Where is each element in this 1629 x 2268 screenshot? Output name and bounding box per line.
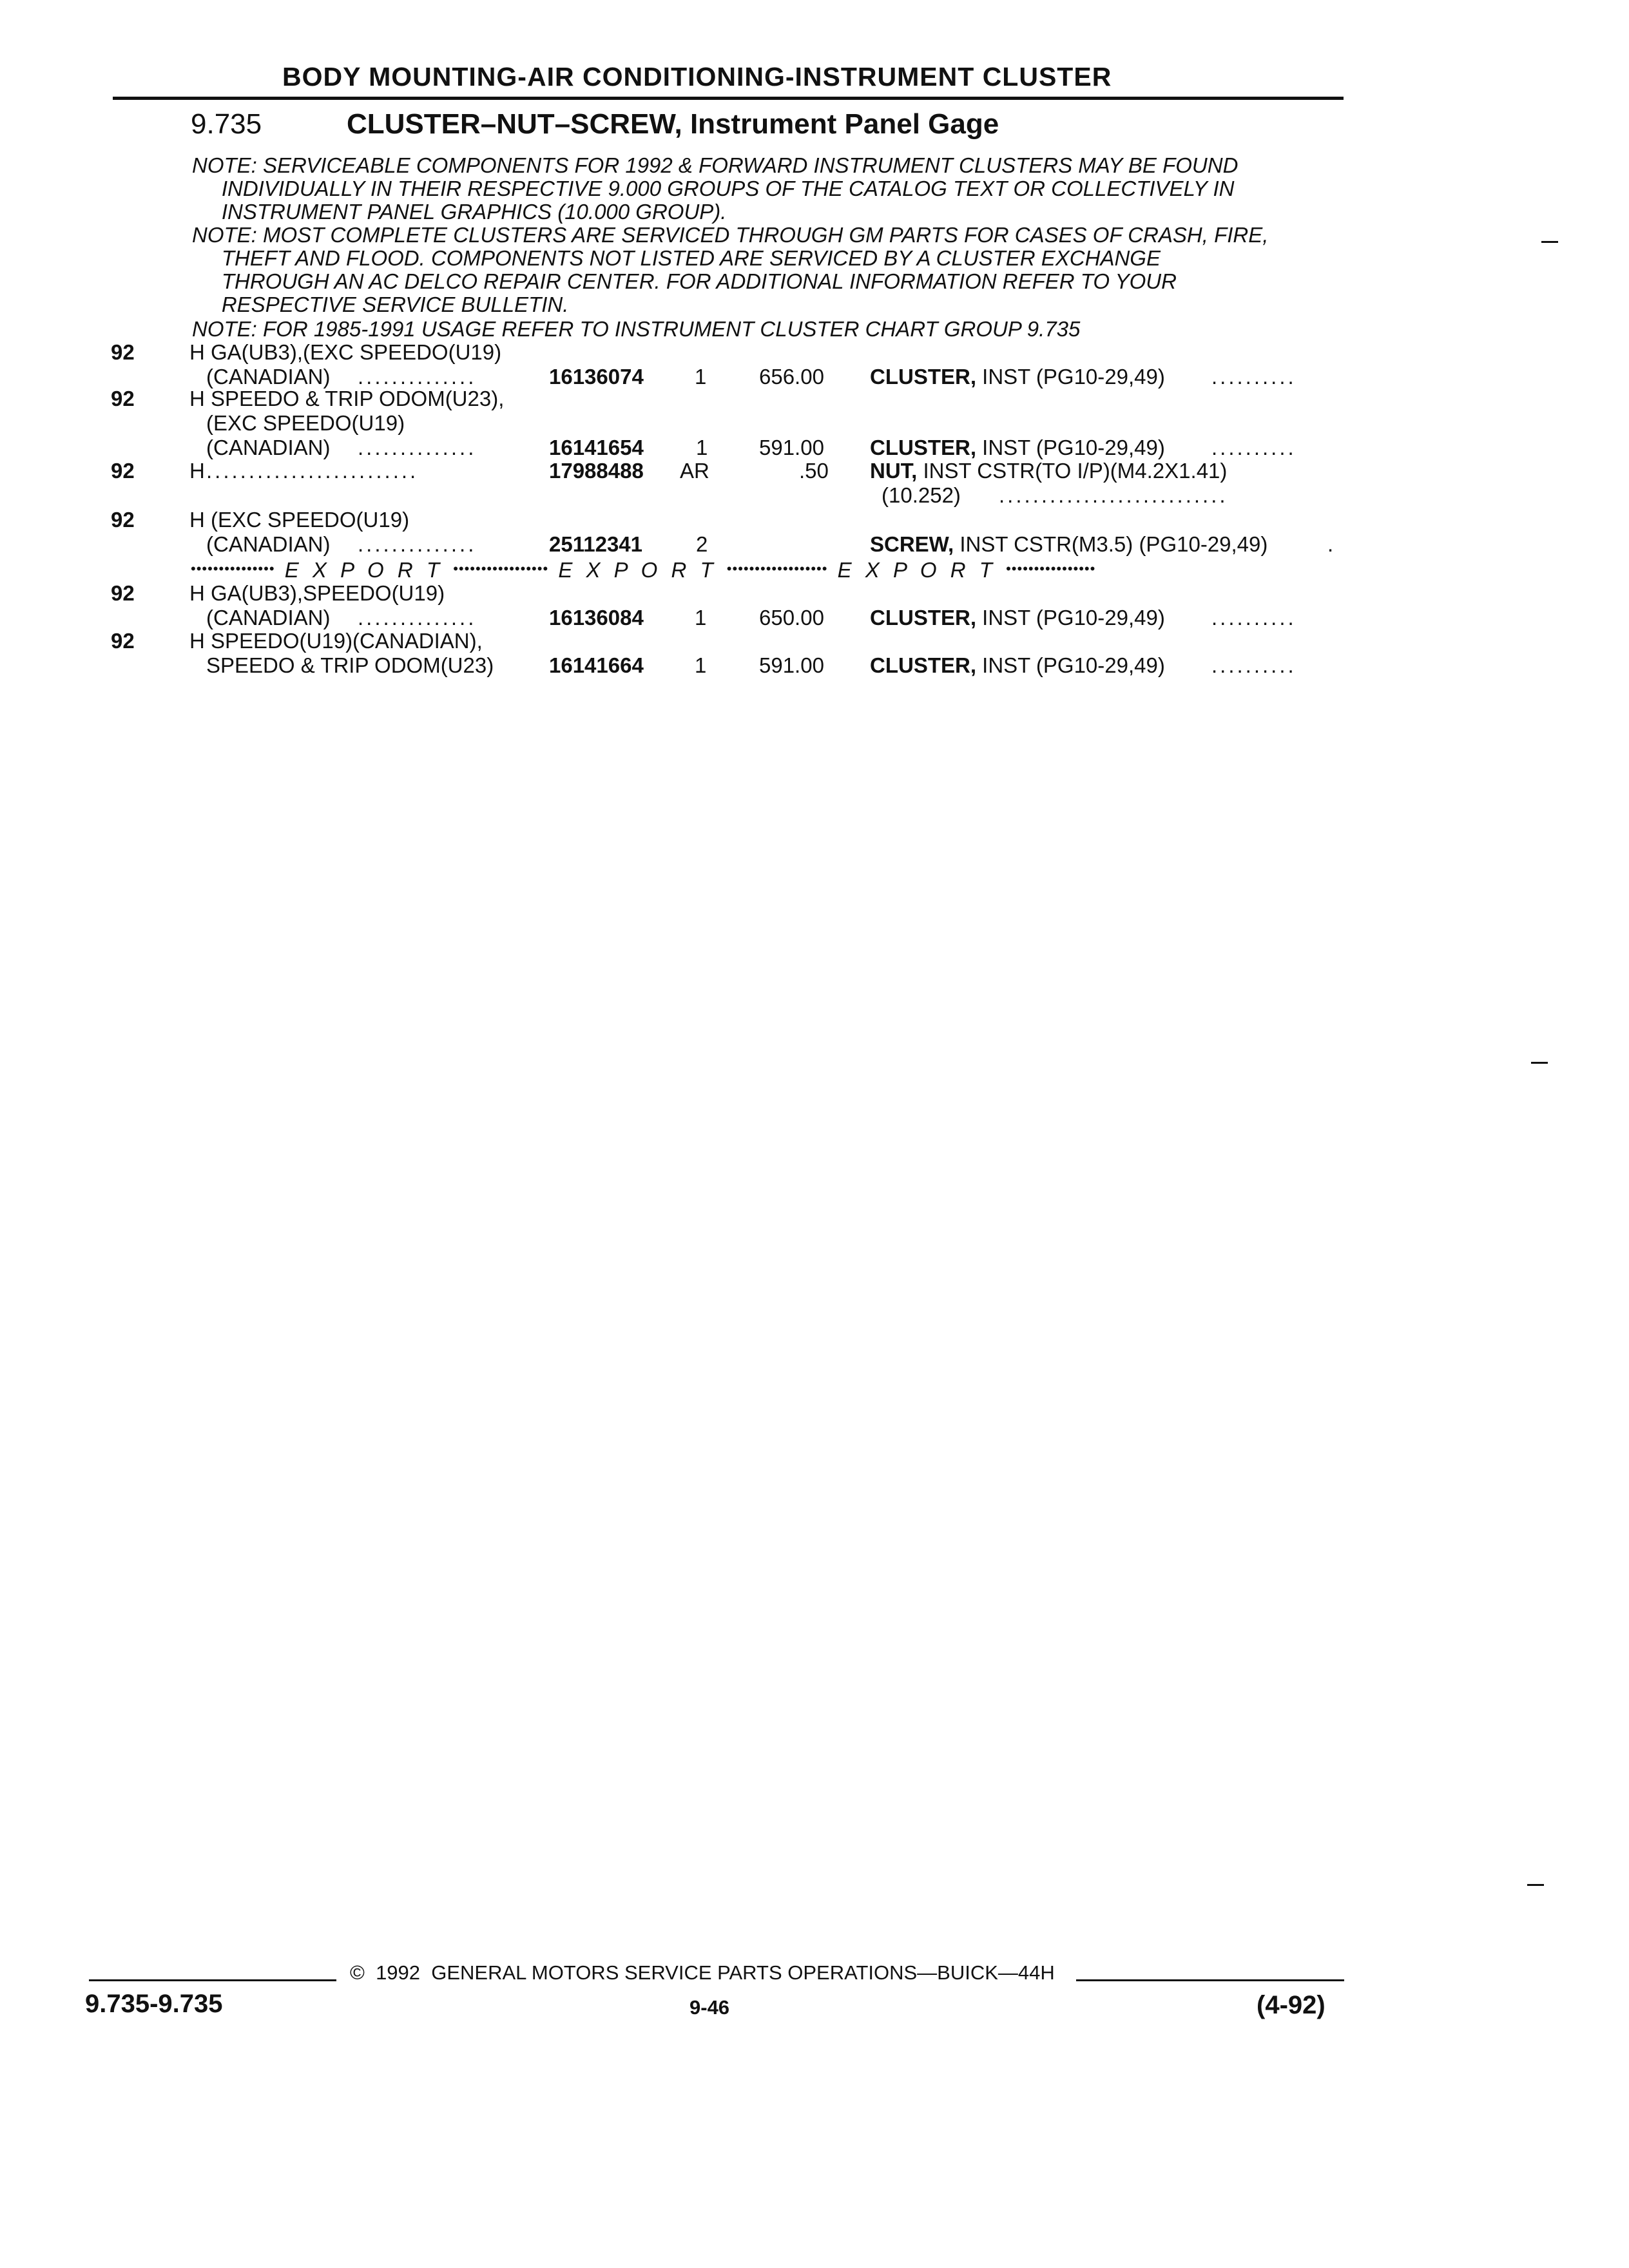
- entry-year: 92: [111, 629, 135, 653]
- margin-mark: [1527, 1884, 1544, 1886]
- quantity: 1: [696, 436, 708, 459]
- entry-usage-cont: (CANADIAN): [206, 436, 331, 459]
- description: NUT, INST CSTR(TO I/P)(M4.2X1.41): [870, 459, 1228, 483]
- entry-year: 92: [111, 340, 135, 364]
- trailing-dots: ..........: [1211, 436, 1296, 459]
- header-rule: [113, 97, 1344, 100]
- entry-usage-cont: (CANADIAN): [206, 532, 331, 556]
- part-number: 16141654: [549, 436, 644, 459]
- description: CLUSTER, INST (PG10-29,49): [870, 365, 1165, 389]
- description: CLUSTER, INST (PG10-29,49): [870, 653, 1165, 677]
- section-subtitle: Instrument Panel Gage: [689, 108, 999, 140]
- footer-page-number: 9-46: [689, 1996, 730, 2019]
- entry-usage: H GA(UB3),SPEEDO(U19): [189, 581, 445, 605]
- footer-rule: [89, 1979, 336, 1981]
- export-divider: ••••••••••••••• E X P O R T ••••••••••••••••• E X P O R T •••••••••••••••••• E X P O R T ••••••••••••••••: [191, 558, 1096, 582]
- entry-usage: H SPEEDO & TRIP ODOM(U23),: [189, 387, 505, 410]
- trailing-dots: ..........: [1211, 606, 1296, 629]
- leader-dots: ..............: [358, 606, 477, 629]
- entry-usage: H SPEEDO(U19)(CANADIAN),: [189, 629, 483, 653]
- entry-year: 92: [111, 459, 135, 483]
- trailing-dots: ...........................: [999, 483, 1228, 507]
- entry-usage-cont: (EXC SPEEDO(U19): [206, 411, 405, 435]
- note-line: THROUGH AN AC DELCO REPAIR CENTER. FOR ADDITIONAL INFORMATION REFER TO YOUR: [192, 269, 1177, 293]
- quantity: 2: [696, 532, 708, 556]
- entry-usage-cont: (CANADIAN): [206, 365, 331, 389]
- part-number: 16141664: [549, 653, 644, 677]
- entry-usage-cont: SPEEDO & TRIP ODOM(U23): [206, 653, 494, 677]
- note-line: NOTE: SERVICEABLE COMPONENTS FOR 1992 & FORWARD INSTRUMENT CLUSTERS MAY BE FOUND: [192, 153, 1239, 177]
- note-line: INSTRUMENT PANEL GRAPHICS (10.000 GROUP).: [192, 200, 727, 224]
- note-line: THEFT AND FLOOD. COMPONENTS NOT LISTED ARE SERVICED BY A CLUSTER EXCHANGE: [192, 246, 1161, 270]
- trailing-dots: ..........: [1211, 653, 1296, 677]
- section-title-main: CLUSTER–NUT–SCREW,: [347, 108, 682, 140]
- entry-usage-cont: (CANADIAN): [206, 606, 331, 629]
- leader-dots: ..............: [358, 365, 477, 389]
- price: 656.00: [759, 365, 824, 389]
- leader-dots: ..............: [358, 436, 477, 459]
- footer-date-code: (4-92): [1257, 1991, 1325, 2019]
- trailing-dots: ..........: [1211, 365, 1296, 389]
- price: 650.00: [759, 606, 824, 629]
- entry-usage: H: [189, 459, 205, 483]
- price: .50: [799, 459, 829, 483]
- leader-dots: ..............: [358, 532, 477, 556]
- note-line: INDIVIDUALLY IN THEIR RESPECTIVE 9.000 GROUPS OF THE CATALOG TEXT OR COLLECTIVELY IN: [192, 177, 1235, 200]
- quantity: 1: [695, 606, 707, 629]
- quantity: 1: [695, 653, 707, 677]
- entry-usage: H GA(UB3),(EXC SPEEDO(U19): [189, 340, 502, 364]
- part-number: 17988488: [549, 459, 644, 483]
- price: 591.00: [759, 436, 824, 459]
- quantity: 1: [695, 365, 707, 389]
- note-line: NOTE: MOST COMPLETE CLUSTERS ARE SERVICED THROUGH GM PARTS FOR CASES OF CRASH, FIRE,: [192, 223, 1269, 247]
- page-header-title: BODY MOUNTING-AIR CONDITIONING-INSTRUMENT CLUSTER: [282, 62, 1112, 91]
- section-number: 9.735: [191, 108, 262, 140]
- part-number: 16136084: [549, 606, 644, 629]
- part-number: 25112341: [549, 532, 643, 556]
- footer-rule: [1076, 1979, 1344, 1981]
- price: 591.00: [759, 653, 824, 677]
- quantity: AR: [680, 459, 709, 483]
- footer-copyright: © 1992 GENERAL MOTORS SERVICE PARTS OPERATIONS—BUICK—44H: [350, 1961, 1055, 1984]
- footer-section-range: 9.735-9.735: [85, 1990, 223, 2018]
- note-line: NOTE: FOR 1985-1991 USAGE REFER TO INSTRUMENT CLUSTER CHART GROUP 9.735: [192, 317, 1081, 341]
- margin-mark: [1541, 241, 1558, 243]
- entry-year: 92: [111, 387, 135, 410]
- description-cont: (10.252): [882, 483, 961, 507]
- description: CLUSTER, INST (PG10-29,49): [870, 606, 1165, 629]
- trailing-dots: .: [1327, 532, 1334, 556]
- leader-dots: .........................: [206, 459, 419, 483]
- entry-usage: H (EXC SPEEDO(U19): [189, 508, 410, 532]
- note-line: RESPECTIVE SERVICE BULLETIN.: [192, 293, 569, 316]
- section-title: [347, 108, 999, 140]
- description: CLUSTER, INST (PG10-29,49): [870, 436, 1165, 459]
- part-number: 16136074: [549, 365, 644, 389]
- entry-year: 92: [111, 581, 135, 605]
- description: SCREW, INST CSTR(M3.5) (PG10-29,49): [870, 532, 1268, 556]
- entry-year: 92: [111, 508, 135, 532]
- margin-mark: [1531, 1062, 1548, 1064]
